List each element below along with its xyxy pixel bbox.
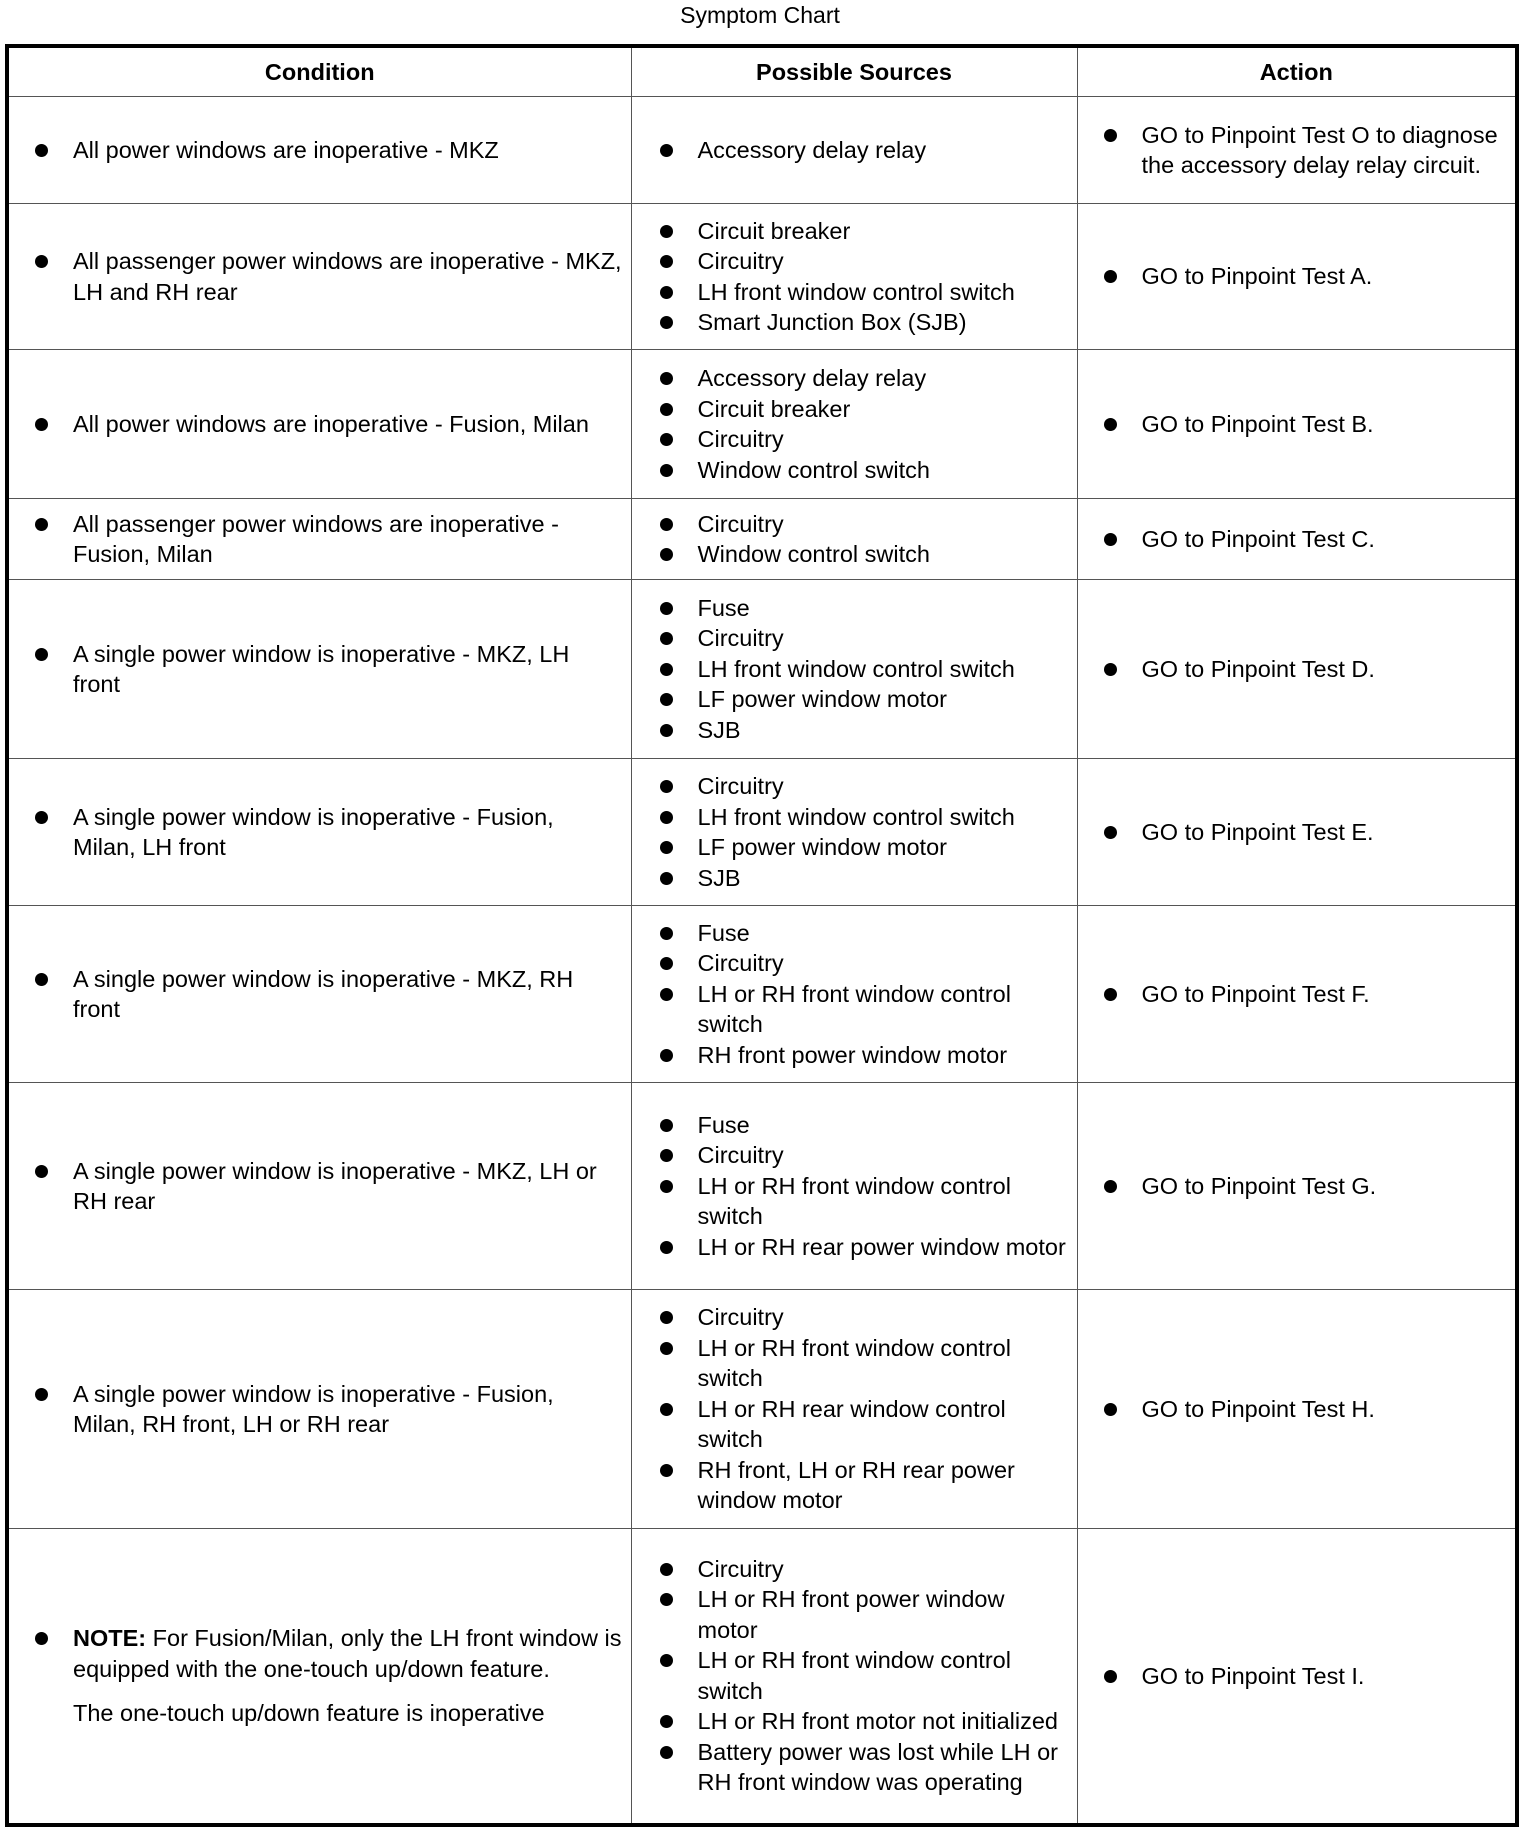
action-cell [1077, 759, 1517, 906]
source-item: Circuitry [660, 1140, 1069, 1171]
condition-cell [7, 97, 631, 204]
sources-cell [631, 580, 1077, 759]
table-row [7, 906, 1517, 1083]
source-item: LH or RH front power window motor [660, 1584, 1069, 1645]
condition-text: All passenger power windows are inoperative - Fusion, Milan [35, 509, 623, 570]
action-text: GO to Pinpoint Test A. [1104, 261, 1508, 292]
source-item: Circuitry [660, 948, 1069, 979]
source-item: LH or RH front window control switch [660, 1171, 1069, 1232]
sources-cell [631, 1083, 1077, 1290]
condition-text: The one-touch up/down feature is inoperative [73, 1700, 545, 1726]
table-row [7, 350, 1517, 499]
condition-cell [7, 759, 631, 906]
source-item: Window control switch [660, 455, 1069, 486]
source-item: Fuse [660, 918, 1069, 949]
chart-title: Symptom Chart [680, 2, 840, 28]
condition-text: All power windows are inoperative - Fusion, Milan [35, 409, 623, 440]
symptom-chart-table [5, 44, 1519, 1827]
condition-cell [7, 1083, 631, 1290]
action-cell [1077, 97, 1517, 204]
condition-cell [7, 499, 631, 580]
action-text: GO to Pinpoint Test E. [1104, 817, 1508, 848]
source-item: RH front power window motor [660, 1040, 1069, 1071]
source-item: LH or RH front window control switch [660, 1333, 1069, 1394]
action-text: GO to Pinpoint Test F. [1104, 979, 1508, 1010]
sources-cell [631, 1290, 1077, 1529]
source-item: Window control switch [660, 539, 1069, 570]
condition-cell [7, 1529, 631, 1825]
action-cell [1077, 204, 1517, 350]
action-text: GO to Pinpoint Test D. [1104, 654, 1508, 685]
source-item: Accessory delay relay [660, 135, 1069, 166]
condition-text: A single power window is inoperative - MKZ, RH front [35, 964, 623, 1025]
source-item: Circuitry [660, 424, 1069, 455]
table-row [7, 204, 1517, 350]
table-row [7, 759, 1517, 906]
condition-text: A single power window is inoperative - Fusion, Milan, LH front [35, 802, 623, 863]
source-item: LH or RH front motor not initialized [660, 1706, 1069, 1737]
condition-text: All power windows are inoperative - MKZ [35, 135, 623, 166]
source-item: RH front, LH or RH rear power window motor [660, 1455, 1069, 1516]
action-cell [1077, 499, 1517, 580]
condition-note [35, 1623, 623, 1684]
action-cell [1077, 350, 1517, 499]
source-item: LH or RH front window control switch [660, 979, 1069, 1040]
action-cell [1077, 580, 1517, 759]
action-text: GO to Pinpoint Test I. [1104, 1661, 1508, 1692]
source-item: Accessory delay relay [660, 363, 1069, 394]
source-item: Circuitry [660, 1554, 1069, 1585]
condition-cell [7, 1290, 631, 1529]
note-text: For Fusion/Milan, only the LH front window is equipped with the one-touch up/down feature. [73, 1625, 622, 1682]
source-item: Circuit breaker [660, 394, 1069, 425]
table-row [7, 97, 1517, 204]
action-cell [1077, 1529, 1517, 1825]
source-item: LH or RH rear power window motor [660, 1232, 1069, 1263]
note-label: NOTE: [73, 1625, 147, 1651]
sources-cell [631, 906, 1077, 1083]
source-item: Fuse [660, 593, 1069, 624]
source-item: LF power window motor [660, 832, 1069, 863]
source-item: Circuitry [660, 509, 1069, 540]
source-item: LH front window control switch [660, 654, 1069, 685]
table-row [7, 1083, 1517, 1290]
sources-cell [631, 1529, 1077, 1825]
source-item: LH front window control switch [660, 277, 1069, 308]
header-action: Action [1077, 46, 1517, 97]
header-possible-sources: Possible Sources [631, 46, 1077, 97]
sources-cell [631, 204, 1077, 350]
source-item: Circuitry [660, 623, 1069, 654]
source-item: Circuit breaker [660, 216, 1069, 247]
table-row [7, 580, 1517, 759]
action-text: GO to Pinpoint Test G. [1104, 1171, 1508, 1202]
condition-cell [7, 906, 631, 1083]
source-item: Circuitry [660, 246, 1069, 277]
sources-cell [631, 499, 1077, 580]
header-condition: Condition [7, 46, 631, 97]
action-cell [1077, 1083, 1517, 1290]
source-item: Battery power was lost while LH or RH front window was operating [660, 1737, 1069, 1798]
source-item: LH or RH rear window control switch [660, 1394, 1069, 1455]
action-text: GO to Pinpoint Test C. [1104, 524, 1508, 555]
table-row [7, 499, 1517, 580]
condition-cell [7, 204, 631, 350]
sources-cell [631, 759, 1077, 906]
table-row [7, 1529, 1517, 1825]
condition-text: All passenger power windows are inoperative - MKZ, LH and RH rear [35, 246, 623, 307]
source-item: Smart Junction Box (SJB) [660, 307, 1069, 338]
condition-cell [7, 350, 631, 499]
source-item: LH front window control switch [660, 802, 1069, 833]
action-text: GO to Pinpoint Test B. [1104, 409, 1508, 440]
condition-text: A single power window is inoperative - MKZ, LH front [35, 639, 623, 700]
condition-text: A single power window is inoperative - Fusion, Milan, RH front, LH or RH rear [35, 1379, 623, 1440]
action-cell [1077, 906, 1517, 1083]
source-item: SJB [660, 715, 1069, 746]
source-item: Fuse [660, 1110, 1069, 1141]
action-cell [1077, 1290, 1517, 1529]
action-text: GO to Pinpoint Test O to diagnose the accessory delay relay circuit. [1104, 120, 1508, 181]
table-row [7, 1290, 1517, 1529]
source-item: Circuitry [660, 771, 1069, 802]
condition-text: A single power window is inoperative - MKZ, LH or RH rear [35, 1156, 623, 1217]
source-item: SJB [660, 863, 1069, 894]
header-row [7, 46, 1517, 97]
source-item: LH or RH front window control switch [660, 1645, 1069, 1706]
condition-cell [7, 580, 631, 759]
sources-cell [631, 97, 1077, 204]
source-item: Circuitry [660, 1302, 1069, 1333]
sources-cell [631, 350, 1077, 499]
action-text: GO to Pinpoint Test H. [1104, 1394, 1508, 1425]
source-item: LF power window motor [660, 684, 1069, 715]
